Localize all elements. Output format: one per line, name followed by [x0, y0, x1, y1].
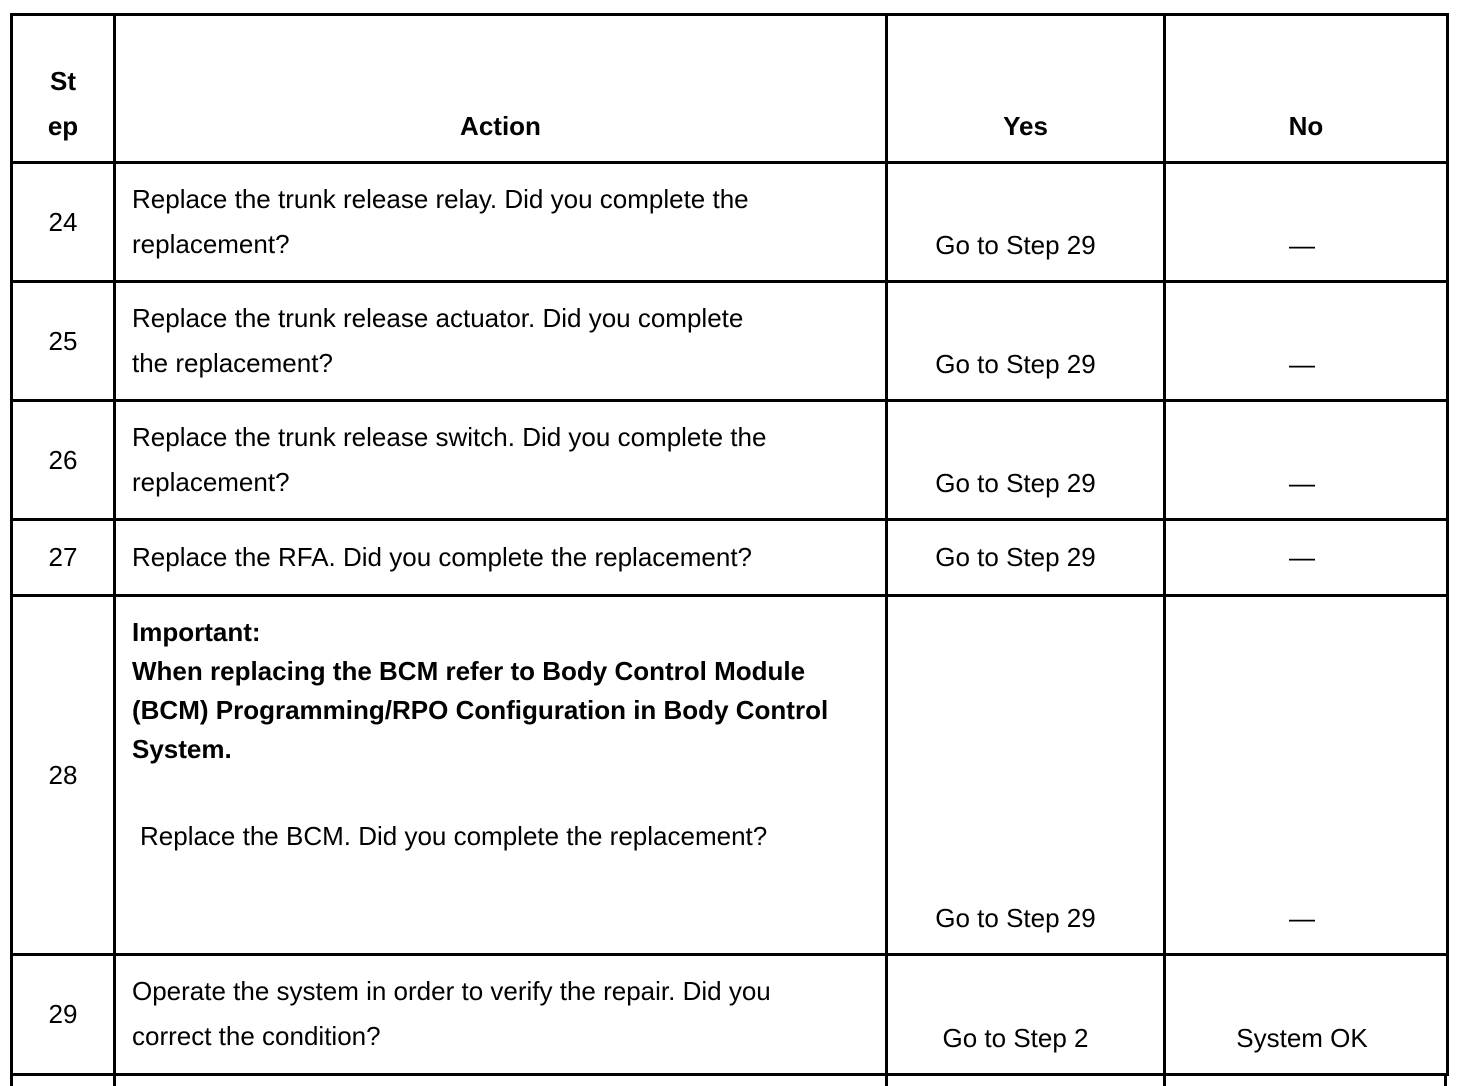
important-note: When replacing the BCM refer to Body Control Module (BCM) Programming/RPO Configuration in Body Control System.: [132, 656, 829, 764]
column-line: [10, 1076, 13, 1086]
no-cell: —: [1165, 163, 1448, 282]
yes-cell: Go to Step 29: [887, 596, 1165, 955]
table-row: [12, 163, 1448, 282]
action-cell: Replace the trunk release switch. Did you complete the replacement?: [115, 401, 887, 520]
step-number: 25: [12, 282, 115, 401]
table-row: [12, 282, 1448, 401]
header-step: St ep: [12, 15, 115, 163]
diagnostic-step-table: [10, 13, 1449, 1076]
table-continuation-lines: [10, 1076, 1446, 1086]
no-cell: —: [1165, 596, 1448, 955]
step-number: 27: [12, 520, 115, 596]
no-cell: System OK: [1165, 955, 1448, 1075]
table-row: [12, 596, 1448, 955]
yes-cell: Go to Step 29: [887, 520, 1165, 596]
action-text: Replace the BCM. Did you complete the replacement?: [140, 821, 768, 851]
header-yes: Yes: [887, 15, 1165, 163]
action-cell: Operate the system in order to verify the repair. Did you correct the condition?: [115, 955, 887, 1075]
action-cell: Replace the trunk release relay. Did you complete the replacement?: [115, 163, 887, 282]
no-cell: —: [1165, 401, 1448, 520]
step-number: 29: [12, 955, 115, 1075]
table-row: [12, 955, 1448, 1075]
column-line: [1163, 1076, 1166, 1086]
step-number: 28: [12, 596, 115, 955]
step-number: 24: [12, 163, 115, 282]
step-number: 26: [12, 401, 115, 520]
header-no: No: [1165, 15, 1448, 163]
action-cell: Replace the RFA. Did you complete the replacement?: [115, 520, 887, 596]
yes-cell: Go to Step 2: [887, 955, 1165, 1075]
important-title: Important:: [132, 617, 261, 647]
column-line: [113, 1076, 116, 1086]
action-cell: [115, 596, 887, 955]
yes-cell: Go to Step 29: [887, 401, 1165, 520]
no-cell: —: [1165, 282, 1448, 401]
yes-cell: Go to Step 29: [887, 282, 1165, 401]
action-cell: Replace the trunk release actuator. Did you complete the replacement?: [115, 282, 887, 401]
table-row: [12, 520, 1448, 596]
header-action: Action: [115, 15, 887, 163]
table-header-row: [12, 15, 1448, 163]
yes-cell: Go to Step 29: [887, 163, 1165, 282]
column-line: [885, 1076, 888, 1086]
table-row: [12, 401, 1448, 520]
no-cell: —: [1165, 520, 1448, 596]
column-line: [1444, 1076, 1447, 1086]
